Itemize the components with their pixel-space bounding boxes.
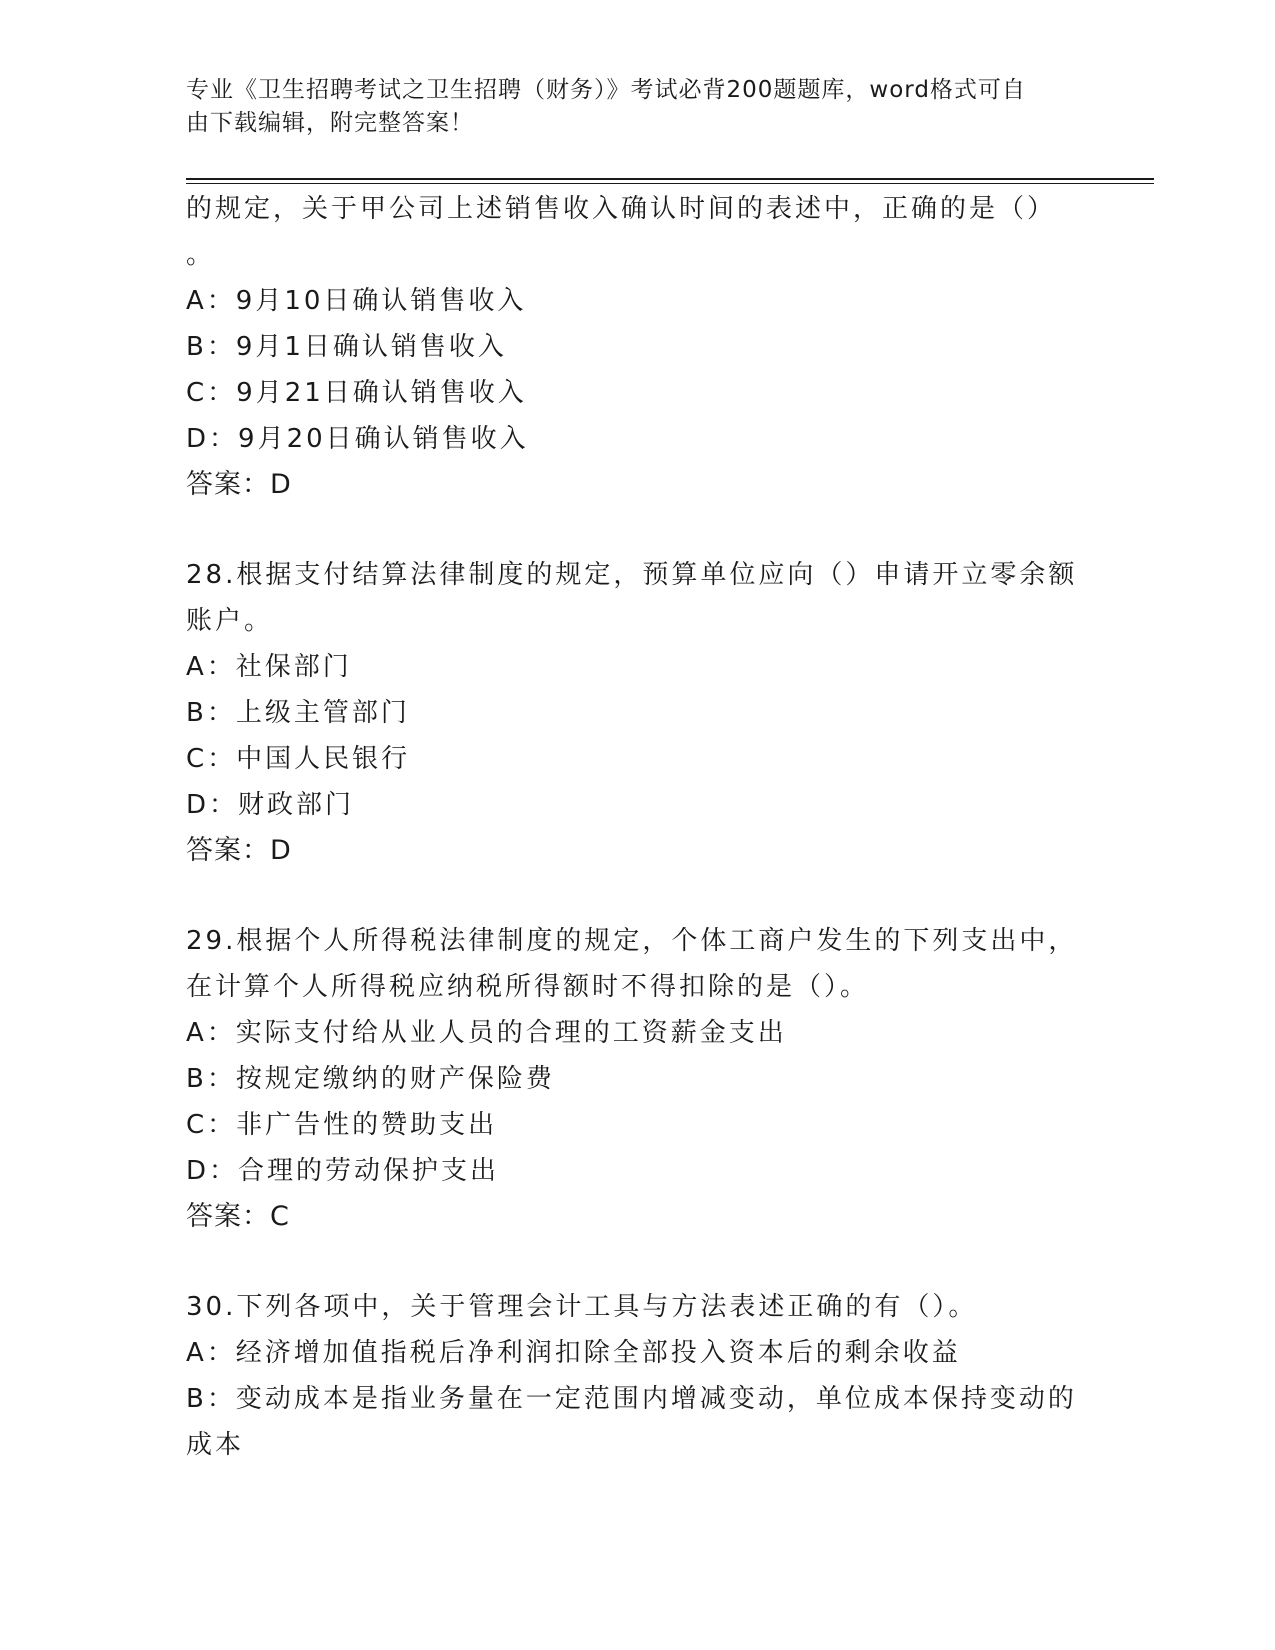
question-30-option-a: A：经济增加值指税后净利润扣除全部投入资本后的剩余收益	[186, 1338, 961, 1368]
header-line-2: 由下载编辑，附完整答案！	[186, 110, 474, 136]
question-28-stem-line-2: 账户。	[186, 606, 274, 636]
question-29-stem-line-1: 29.根据个人所得税法律制度的规定，个体工商户发生的下列支出中，	[186, 926, 1078, 956]
question-29-option-c: C：非广告性的赞助支出	[186, 1110, 498, 1140]
question-27-option-a: A：9月10日确认销售收入	[186, 286, 527, 316]
question-27-stem-line-1: 的规定，关于甲公司上述销售收入确认时间的表述中，正确的是（）	[186, 194, 1057, 224]
question-29-option-d: D：合理的劳动保护支出	[186, 1156, 500, 1186]
question-27-stem-line-2: 。	[186, 240, 216, 270]
question-28-option-a: A：社保部门	[186, 652, 352, 682]
spacer	[186, 874, 1086, 918]
question-list	[186, 186, 1086, 1468]
spacer	[186, 1240, 1086, 1284]
question-28-option-c: C：中国人民银行	[186, 744, 411, 774]
header-divider-thick	[186, 178, 1154, 180]
spacer	[186, 508, 1086, 552]
question-27	[186, 186, 1086, 508]
question-29-answer: 答案：C	[186, 1201, 290, 1232]
question-28-stem-line-1: 28.根据支付结算法律制度的规定，预算单位应向（）申请开立零余额	[186, 560, 1078, 590]
question-27-option-d: D：9月20日确认销售收入	[186, 424, 529, 454]
header-line-1: 专业《卫生招聘考试之卫生招聘（财务）》考试必背200题题库，word格式可自	[186, 77, 1026, 103]
question-28-answer: 答案：D	[186, 835, 292, 866]
question-30-stem-line-1: 30.下列各项中，关于管理会计工具与方法表述正确的有（）。	[186, 1292, 978, 1322]
question-28	[186, 552, 1086, 874]
question-29-option-b: B：按规定缴纳的财产保险费	[186, 1064, 555, 1094]
question-30-option-b-line-2: 成本	[186, 1430, 245, 1460]
question-29-stem-line-2: 在计算个人所得税应纳税所得额时不得扣除的是（）。	[186, 972, 870, 1002]
question-27-option-b: B：9月1日确认销售收入	[186, 332, 507, 362]
question-28-option-b: B：上级主管部门	[186, 698, 410, 728]
question-30-option-b-line-1: B：变动成本是指业务量在一定范围内增减变动，单位成本保持变动的	[186, 1384, 1077, 1414]
question-30	[186, 1284, 1086, 1468]
question-29-option-a: A：实际支付给从业人员的合理的工资薪金支出	[186, 1018, 787, 1048]
question-27-answer: 答案：D	[186, 469, 292, 500]
document-header	[186, 74, 1086, 140]
question-28-option-d: D：财政部门	[186, 790, 355, 820]
question-27-option-c: C：9月21日确认销售收入	[186, 378, 527, 408]
header-divider-thin	[186, 183, 1154, 184]
question-29	[186, 918, 1086, 1240]
